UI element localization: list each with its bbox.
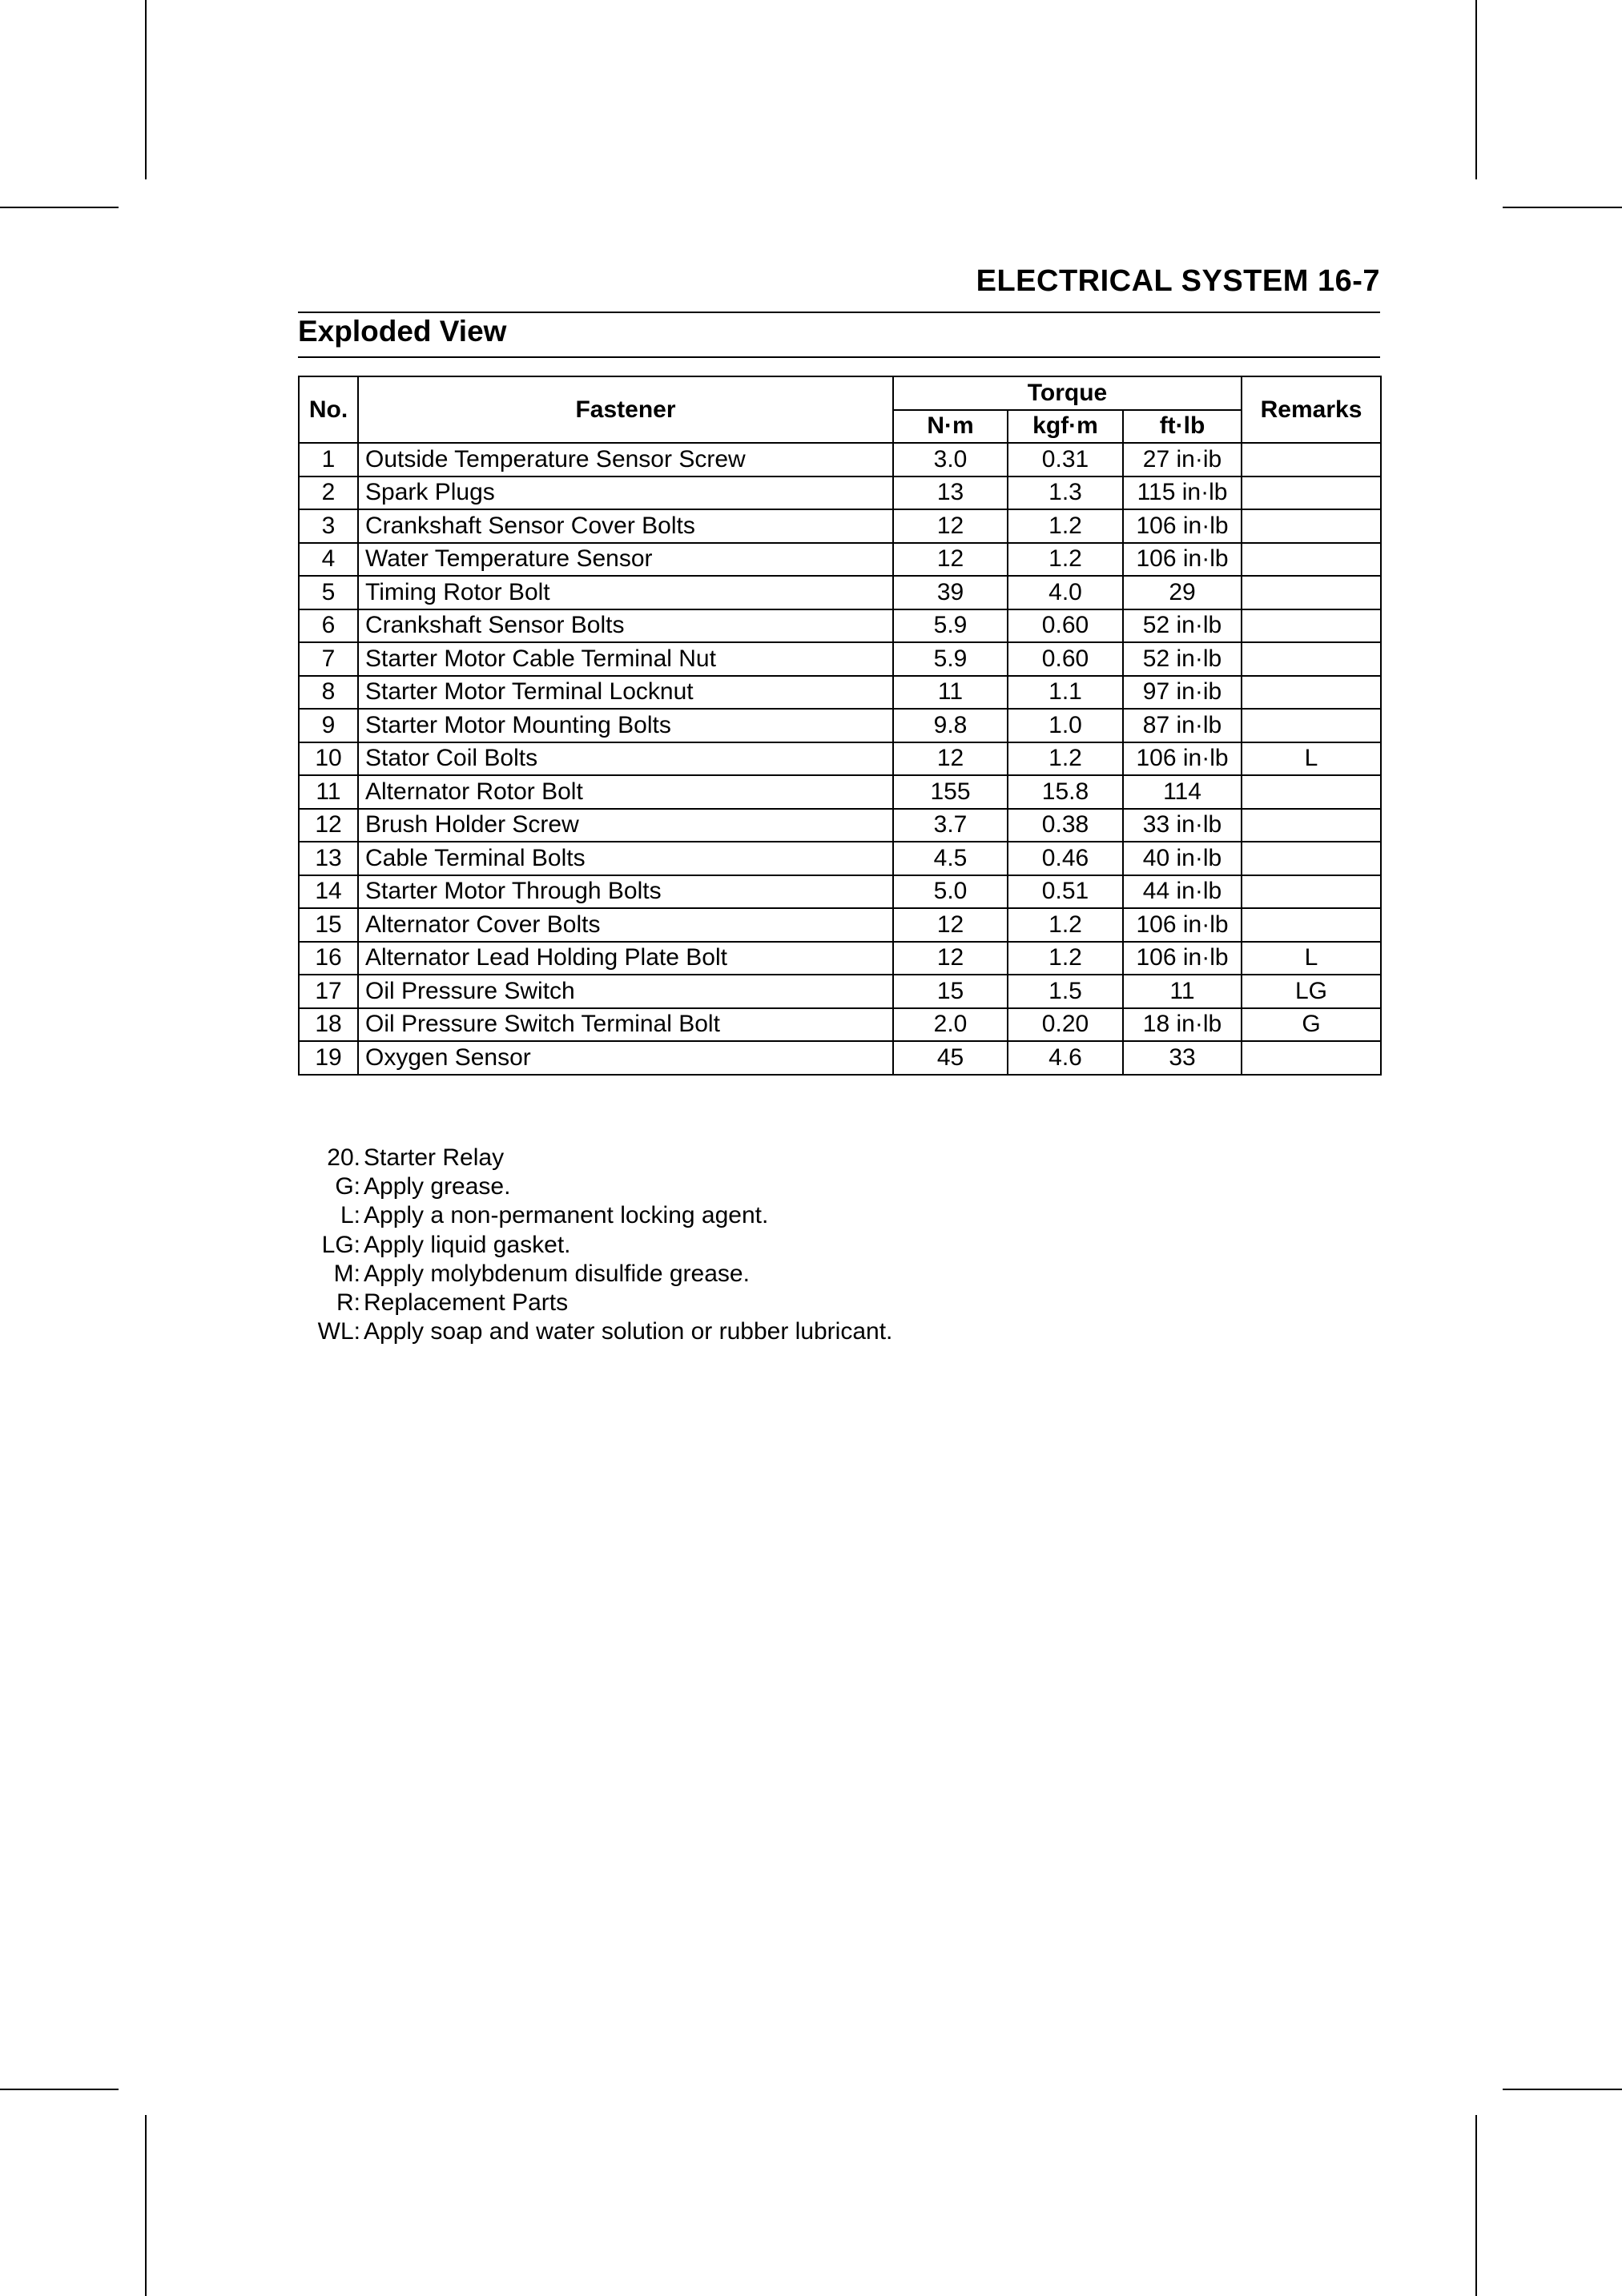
cell-fastener: Alternator Lead Holding Plate Bolt bbox=[358, 942, 893, 975]
cell-nm: 155 bbox=[893, 775, 1008, 809]
table-body bbox=[299, 443, 1381, 1075]
table-row bbox=[299, 509, 1381, 543]
note-item bbox=[304, 1231, 892, 1260]
cell-nm: 13 bbox=[893, 476, 1008, 510]
cell-kgfm: 1.3 bbox=[1008, 476, 1123, 510]
cell-kgfm: 1.2 bbox=[1008, 543, 1123, 577]
cell-remarks bbox=[1242, 709, 1381, 742]
table-row bbox=[299, 443, 1381, 476]
header-ftlb: ft·lb bbox=[1123, 410, 1242, 444]
cell-fastener: Crankshaft Sensor Cover Bolts bbox=[358, 509, 893, 543]
cell-nm: 45 bbox=[893, 1041, 1008, 1075]
cell-fastener: Oil Pressure Switch Terminal Bolt bbox=[358, 1008, 893, 1042]
notes-list bbox=[304, 1144, 892, 1346]
cell-remarks bbox=[1242, 676, 1381, 710]
cell-no: 9 bbox=[299, 709, 358, 742]
header-no: No. bbox=[299, 376, 358, 443]
note-key: 20. bbox=[327, 1144, 360, 1171]
header-rule bbox=[298, 312, 1380, 313]
note-item bbox=[304, 1260, 892, 1289]
note-key: G: bbox=[335, 1173, 360, 1200]
crop-mark bbox=[145, 2115, 147, 2296]
cell-fastener: Starter Motor Terminal Locknut bbox=[358, 676, 893, 710]
cell-remarks bbox=[1242, 509, 1381, 543]
crop-mark bbox=[1503, 207, 1622, 208]
cell-remarks: G bbox=[1242, 1008, 1381, 1042]
table-row bbox=[299, 975, 1381, 1008]
cell-nm: 5.9 bbox=[893, 609, 1008, 643]
cell-fastener: Timing Rotor Bolt bbox=[358, 576, 893, 609]
cell-fastener: Stator Coil Bolts bbox=[358, 742, 893, 776]
table-row bbox=[299, 809, 1381, 842]
note-text: Replacement Parts bbox=[364, 1289, 569, 1317]
cell-kgfm: 0.51 bbox=[1008, 875, 1123, 909]
cell-nm: 9.8 bbox=[893, 709, 1008, 742]
cell-no: 7 bbox=[299, 642, 358, 676]
cell-fastener: Cable Terminal Bolts bbox=[358, 842, 893, 875]
cell-nm: 12 bbox=[893, 543, 1008, 577]
crop-mark bbox=[0, 207, 119, 208]
cell-kgfm: 0.60 bbox=[1008, 609, 1123, 643]
cell-ftlb: 40 in·lb bbox=[1123, 842, 1242, 875]
cell-remarks bbox=[1242, 809, 1381, 842]
page-header-title: ELECTRICAL SYSTEM 16-7 bbox=[976, 264, 1380, 298]
cell-remarks bbox=[1242, 642, 1381, 676]
cell-nm: 12 bbox=[893, 509, 1008, 543]
cell-remarks: L bbox=[1242, 942, 1381, 975]
cell-no: 10 bbox=[299, 742, 358, 776]
cell-no: 5 bbox=[299, 576, 358, 609]
cell-fastener: Alternator Rotor Bolt bbox=[358, 775, 893, 809]
cell-nm: 5.0 bbox=[893, 875, 1008, 909]
cell-nm: 12 bbox=[893, 908, 1008, 942]
table-row bbox=[299, 709, 1381, 742]
header-kgfm: kgf·m bbox=[1008, 410, 1123, 444]
cell-fastener: Water Temperature Sensor bbox=[358, 543, 893, 577]
cell-no: 18 bbox=[299, 1008, 358, 1042]
cell-no: 2 bbox=[299, 476, 358, 510]
cell-ftlb: 18 in·lb bbox=[1123, 1008, 1242, 1042]
cell-ftlb: 87 in·lb bbox=[1123, 709, 1242, 742]
note-text: Apply molybdenum disulfide grease. bbox=[364, 1260, 750, 1287]
cell-remarks bbox=[1242, 842, 1381, 875]
cell-nm: 4.5 bbox=[893, 842, 1008, 875]
cell-no: 15 bbox=[299, 908, 358, 942]
header-remarks: Remarks bbox=[1242, 376, 1381, 443]
cell-fastener: Crankshaft Sensor Bolts bbox=[358, 609, 893, 643]
cell-ftlb: 106 in·lb bbox=[1123, 742, 1242, 776]
table-row bbox=[299, 942, 1381, 975]
cell-kgfm: 0.31 bbox=[1008, 443, 1123, 476]
header-fastener: Fastener bbox=[358, 376, 893, 443]
table-row bbox=[299, 1041, 1381, 1075]
cell-nm: 12 bbox=[893, 942, 1008, 975]
table-row bbox=[299, 476, 1381, 510]
cell-kgfm: 0.20 bbox=[1008, 1008, 1123, 1042]
cell-kgfm: 4.6 bbox=[1008, 1041, 1123, 1075]
note-text: Apply a non-permanent locking agent. bbox=[364, 1202, 769, 1229]
cell-nm: 11 bbox=[893, 676, 1008, 710]
cell-kgfm: 1.1 bbox=[1008, 676, 1123, 710]
note-text: Apply grease. bbox=[364, 1173, 511, 1200]
cell-no: 3 bbox=[299, 509, 358, 543]
cell-ftlb: 106 in·lb bbox=[1123, 908, 1242, 942]
cell-kgfm: 0.60 bbox=[1008, 642, 1123, 676]
note-key: WL: bbox=[317, 1318, 360, 1345]
cell-ftlb: 44 in·lb bbox=[1123, 875, 1242, 909]
table-row bbox=[299, 842, 1381, 875]
cell-no: 17 bbox=[299, 975, 358, 1008]
cell-kgfm: 1.2 bbox=[1008, 742, 1123, 776]
cell-remarks bbox=[1242, 576, 1381, 609]
crop-mark bbox=[145, 0, 147, 179]
cell-remarks bbox=[1242, 543, 1381, 577]
table-row bbox=[299, 1008, 1381, 1042]
cell-ftlb: 52 in·lb bbox=[1123, 642, 1242, 676]
table-row bbox=[299, 576, 1381, 609]
cell-nm: 3.0 bbox=[893, 443, 1008, 476]
crop-mark bbox=[1475, 2115, 1477, 2296]
cell-ftlb: 11 bbox=[1123, 975, 1242, 1008]
cell-remarks bbox=[1242, 609, 1381, 643]
cell-fastener: Oil Pressure Switch bbox=[358, 975, 893, 1008]
cell-kgfm: 0.46 bbox=[1008, 842, 1123, 875]
cell-remarks bbox=[1242, 443, 1381, 476]
cell-ftlb: 33 bbox=[1123, 1041, 1242, 1075]
cell-nm: 12 bbox=[893, 742, 1008, 776]
table-row bbox=[299, 775, 1381, 809]
cell-nm: 3.7 bbox=[893, 809, 1008, 842]
cell-no: 4 bbox=[299, 543, 358, 577]
note-text: Starter Relay bbox=[364, 1144, 505, 1171]
table-row bbox=[299, 742, 1381, 776]
crop-mark bbox=[1503, 2089, 1622, 2090]
table-row bbox=[299, 543, 1381, 577]
cell-kgfm: 0.38 bbox=[1008, 809, 1123, 842]
cell-fastener: Oxygen Sensor bbox=[358, 1041, 893, 1075]
cell-fastener: Starter Motor Through Bolts bbox=[358, 875, 893, 909]
cell-no: 14 bbox=[299, 875, 358, 909]
header-nm: N·m bbox=[893, 410, 1008, 444]
torque-table bbox=[298, 376, 1382, 1076]
note-text: Apply liquid gasket. bbox=[364, 1231, 571, 1258]
note-item bbox=[304, 1201, 892, 1230]
cell-no: 11 bbox=[299, 775, 358, 809]
cell-ftlb: 106 in·lb bbox=[1123, 509, 1242, 543]
cell-ftlb: 29 bbox=[1123, 576, 1242, 609]
cell-fastener: Starter Motor Mounting Bolts bbox=[358, 709, 893, 742]
note-key: R: bbox=[336, 1289, 360, 1317]
cell-remarks bbox=[1242, 875, 1381, 909]
cell-no: 12 bbox=[299, 809, 358, 842]
note-key: LG: bbox=[321, 1231, 360, 1258]
cell-nm: 2.0 bbox=[893, 1008, 1008, 1042]
cell-nm: 15 bbox=[893, 975, 1008, 1008]
cell-ftlb: 114 bbox=[1123, 775, 1242, 809]
cell-no: 8 bbox=[299, 676, 358, 710]
cell-fastener: Starter Motor Cable Terminal Nut bbox=[358, 642, 893, 676]
note-item bbox=[304, 1172, 892, 1201]
cell-kgfm: 1.2 bbox=[1008, 509, 1123, 543]
cell-nm: 5.9 bbox=[893, 642, 1008, 676]
section-title: Exploded View bbox=[298, 315, 507, 348]
cell-no: 19 bbox=[299, 1041, 358, 1075]
table-row bbox=[299, 642, 1381, 676]
note-key: L: bbox=[340, 1202, 360, 1229]
table-row bbox=[299, 908, 1381, 942]
cell-remarks bbox=[1242, 1041, 1381, 1075]
cell-no: 16 bbox=[299, 942, 358, 975]
cell-kgfm: 1.0 bbox=[1008, 709, 1123, 742]
cell-ftlb: 97 in·ib bbox=[1123, 676, 1242, 710]
cell-remarks: L bbox=[1242, 742, 1381, 776]
cell-fastener: Spark Plugs bbox=[358, 476, 893, 510]
note-item bbox=[304, 1144, 892, 1172]
note-item bbox=[304, 1317, 892, 1346]
crop-mark bbox=[0, 2089, 119, 2090]
cell-remarks bbox=[1242, 775, 1381, 809]
cell-no: 6 bbox=[299, 609, 358, 643]
cell-kgfm: 1.5 bbox=[1008, 975, 1123, 1008]
table-row bbox=[299, 875, 1381, 909]
cell-remarks bbox=[1242, 908, 1381, 942]
table-header-row bbox=[299, 376, 1381, 410]
note-key: M: bbox=[333, 1260, 360, 1287]
cell-remarks: LG bbox=[1242, 975, 1381, 1008]
cell-no: 1 bbox=[299, 443, 358, 476]
cell-no: 13 bbox=[299, 842, 358, 875]
table-row bbox=[299, 676, 1381, 710]
cell-ftlb: 52 in·lb bbox=[1123, 609, 1242, 643]
cell-ftlb: 115 in·lb bbox=[1123, 476, 1242, 510]
table-row bbox=[299, 609, 1381, 643]
cell-kgfm: 1.2 bbox=[1008, 942, 1123, 975]
cell-kgfm: 15.8 bbox=[1008, 775, 1123, 809]
cell-ftlb: 106 in·lb bbox=[1123, 543, 1242, 577]
cell-kgfm: 1.2 bbox=[1008, 908, 1123, 942]
cell-fastener: Outside Temperature Sensor Screw bbox=[358, 443, 893, 476]
cell-ftlb: 106 in·lb bbox=[1123, 942, 1242, 975]
cell-nm: 39 bbox=[893, 576, 1008, 609]
cell-ftlb: 27 in·ib bbox=[1123, 443, 1242, 476]
note-item bbox=[304, 1289, 892, 1317]
cell-ftlb: 33 in·lb bbox=[1123, 809, 1242, 842]
cell-kgfm: 4.0 bbox=[1008, 576, 1123, 609]
cell-remarks bbox=[1242, 476, 1381, 510]
cell-fastener: Alternator Cover Bolts bbox=[358, 908, 893, 942]
cell-fastener: Brush Holder Screw bbox=[358, 809, 893, 842]
crop-mark bbox=[1475, 0, 1477, 179]
header-torque: Torque bbox=[893, 376, 1242, 410]
note-text: Apply soap and water solution or rubber lubricant. bbox=[364, 1318, 893, 1345]
section-rule bbox=[298, 356, 1380, 358]
